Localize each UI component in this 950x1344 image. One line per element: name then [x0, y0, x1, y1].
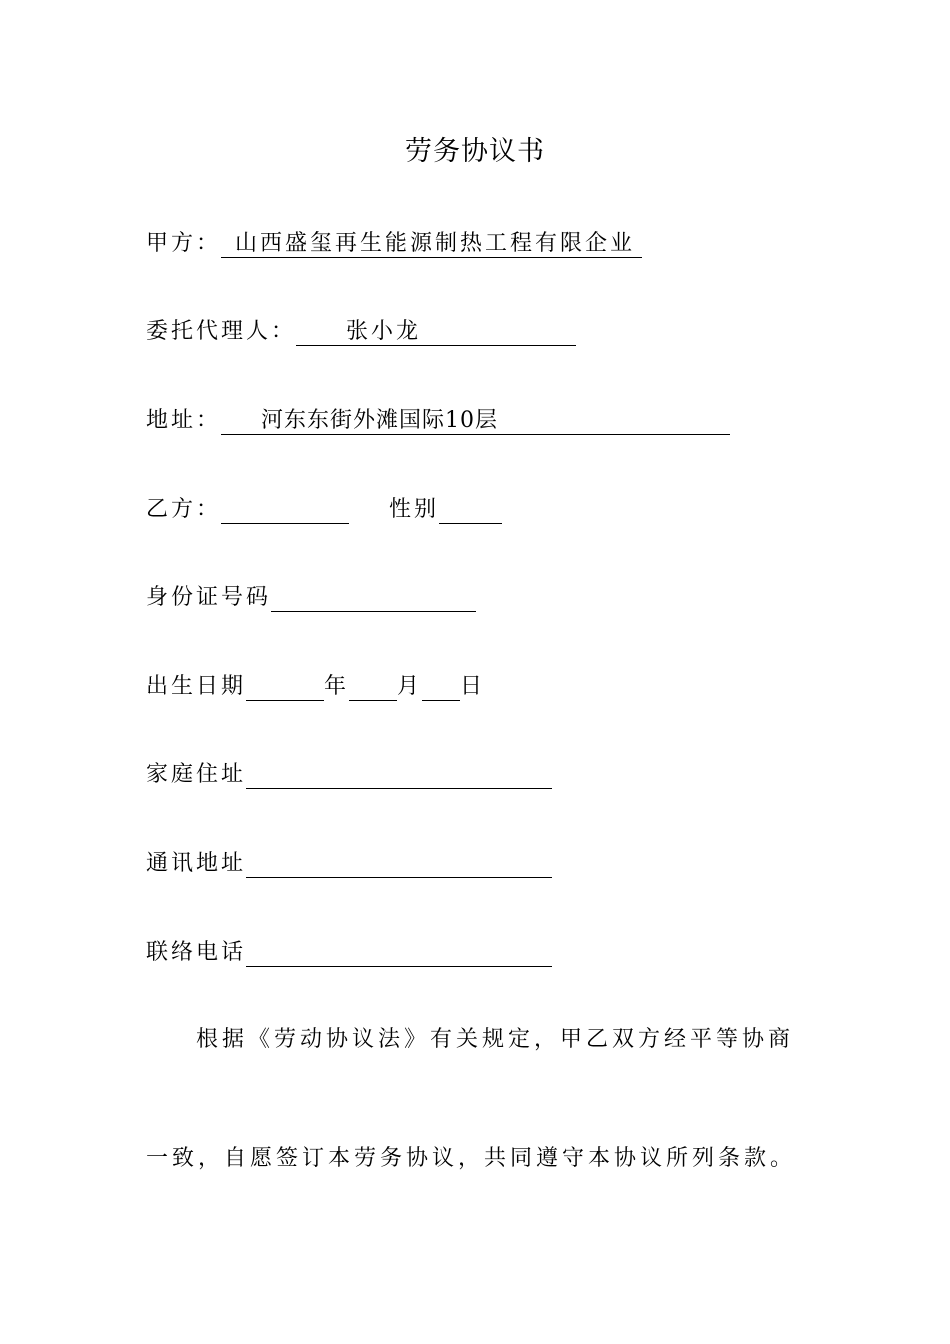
- birth-day-field[interactable]: [422, 671, 460, 701]
- party-b-field[interactable]: [221, 494, 349, 524]
- address-value: 河东东街外滩国际10层: [261, 408, 499, 433]
- address-field[interactable]: [221, 405, 730, 435]
- party-b-row: [146, 494, 502, 526]
- address-label: 地址：: [146, 408, 222, 433]
- agent-label: 委托代理人：: [146, 319, 297, 344]
- phone-label: 联络电话: [146, 940, 247, 965]
- agent-value: 张小龙: [346, 319, 422, 344]
- mailing-address-row: [146, 848, 552, 880]
- mailing-address-field[interactable]: [246, 848, 552, 878]
- birth-year-field[interactable]: [246, 671, 324, 701]
- phone-row: [146, 937, 552, 969]
- mailing-address-label: 通讯地址: [146, 851, 247, 876]
- id-number-field[interactable]: [271, 582, 476, 612]
- address-row: [146, 405, 730, 437]
- agreement-paragraph-line-1: 根据《劳动协议法》有关规定，甲乙双方经平等协商: [196, 1027, 795, 1052]
- party-b-label: 乙方：: [146, 497, 222, 522]
- gender-label: 性别: [389, 497, 440, 522]
- agreement-paragraph-line-2: 一致，自愿签订本劳务协议，共同遵守本协议所列条款。: [146, 1146, 797, 1171]
- party-a-row: [146, 228, 642, 260]
- birth-date-label: 出生日期: [146, 674, 247, 699]
- birth-month-unit: 月: [397, 674, 423, 699]
- home-address-row: [146, 759, 552, 791]
- birth-day-unit: 日: [460, 674, 486, 699]
- agent-row: [146, 316, 576, 348]
- document-title: 劳务协议书: [405, 136, 545, 167]
- birth-month-field[interactable]: [349, 671, 397, 701]
- party-a-value: 山西盛玺再生能源制热工程有限企业: [235, 231, 636, 256]
- gender-field[interactable]: [439, 494, 502, 524]
- phone-field[interactable]: [246, 937, 552, 967]
- home-address-field[interactable]: [246, 759, 552, 789]
- birth-date-row: [146, 671, 485, 703]
- party-a-label: 甲方：: [146, 231, 222, 256]
- agent-field[interactable]: [296, 316, 576, 346]
- id-number-row: [146, 582, 476, 614]
- birth-year-unit: 年: [324, 674, 350, 699]
- party-a-field[interactable]: [221, 228, 642, 258]
- id-number-label: 身份证号码: [146, 585, 272, 610]
- home-address-label: 家庭住址: [146, 762, 247, 787]
